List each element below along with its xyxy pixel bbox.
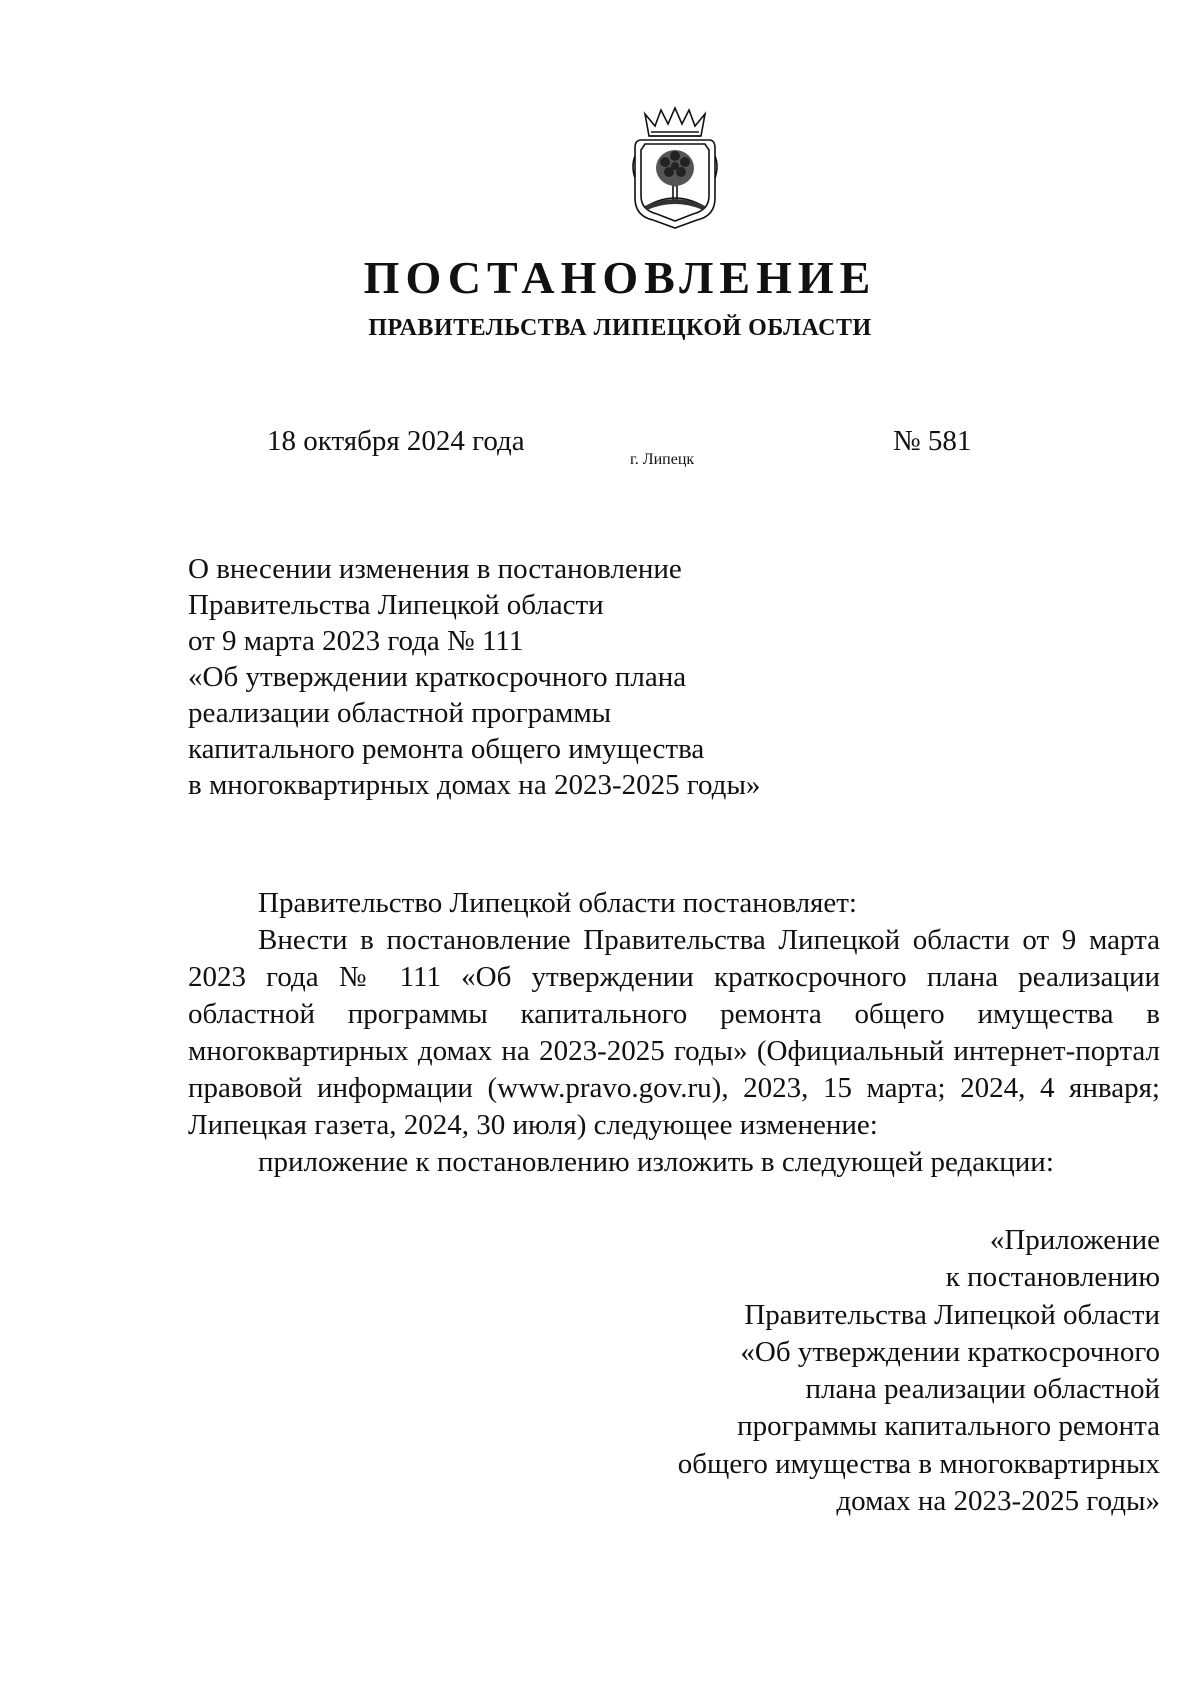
appendix-line: Правительства Липецкой области <box>744 1298 1160 1331</box>
appendix-line: «Приложение <box>989 1224 1160 1256</box>
appendix-line: общего имущества в многоквартирных <box>677 1447 1160 1480</box>
document-body <box>188 885 1160 1181</box>
caption-line: в многоквартирных домах на 2023-2025 годы» <box>188 769 761 801</box>
appendix-line: плана реализации областной <box>805 1373 1160 1406</box>
document-number: № 581 <box>893 425 972 457</box>
document-subtitle: ПРАВИТЕЛЬСТВА ЛИПЕЦКОЙ ОБЛАСТИ <box>368 315 872 341</box>
body-paragraph: Внести в постановление Правительства Липецкой области от 9 марта 2023 года № 111 «Об утверждении краткосрочного плана реализации областной программы капитального ремонта общего имущества в многоквартирных домах на 2023-2025 годы» (Официальный интернет-портал правовой информации (www.pravo.gov.ru), 2023, 15 марта; 2024, 4 января; Липецкая газета, 2024, 30 июля) следующее изменение: <box>188 924 1160 1141</box>
caption-line: «Об утверждении краткосрочного плана <box>188 661 687 693</box>
appendix-line: «Об утверждении краткосрочного <box>740 1335 1160 1368</box>
caption-line: Правительства Липецкой области <box>188 589 604 621</box>
document-city: г. Липецк <box>630 451 695 468</box>
document-date: 18 октября 2024 года <box>267 425 525 457</box>
document-caption <box>188 551 760 803</box>
coat-of-arms-icon <box>631 106 719 231</box>
body-paragraph: Правительство Липецкой области постановляет: <box>258 887 857 919</box>
caption-line: от 9 марта 2023 года № 111 <box>188 625 524 657</box>
caption-line: капитального ремонта общего имущества <box>188 733 705 765</box>
appendix-line: программы капитального ремонта <box>737 1410 1160 1443</box>
document-title: ПОСТАНОВЛЕНИЕ <box>363 252 877 303</box>
appendix-heading <box>540 1222 1160 1520</box>
body-paragraph: приложение к постановлению изложить в следующей редакции: <box>258 1146 1054 1178</box>
caption-line: О внесении изменения в постановление <box>188 553 682 585</box>
appendix-line: к постановлению <box>945 1261 1160 1294</box>
appendix-line: домах на 2023-2025 годы» <box>836 1485 1160 1518</box>
caption-line: реализации областной программы <box>188 697 612 729</box>
